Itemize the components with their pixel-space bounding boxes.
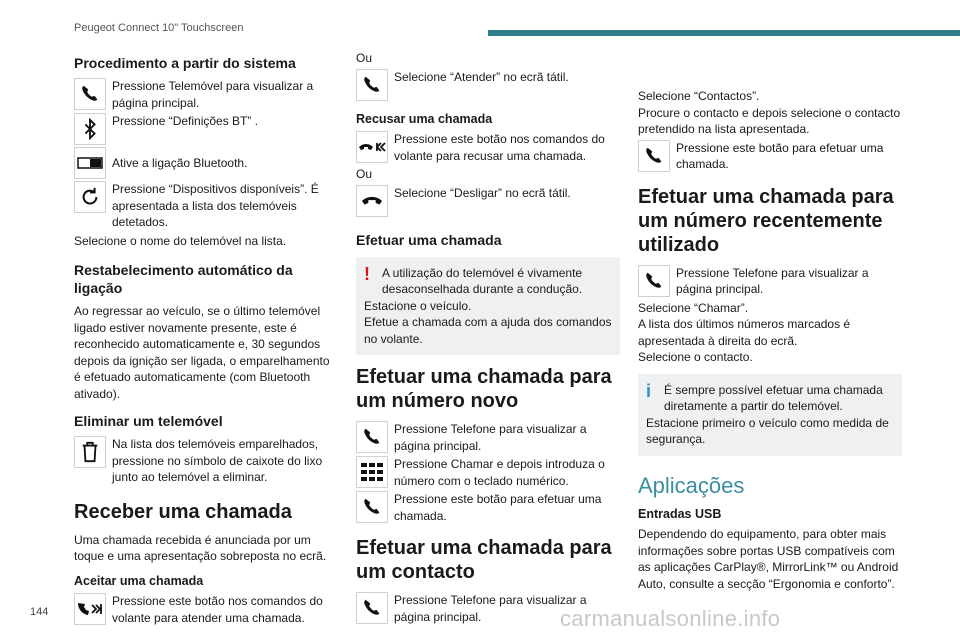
phone-icon	[638, 140, 670, 172]
step-text: Pressione Telemóvel para visualizar a página principal.	[112, 79, 314, 110]
step-refresh	[74, 181, 332, 231]
step-delete	[74, 436, 332, 486]
step-bt	[74, 113, 332, 145]
heading-contact: Efetuar uma chamada para um contacto	[356, 537, 612, 583]
step-text: Pressione este botão para efetuar uma chamada.	[394, 492, 602, 523]
phone-icon	[356, 421, 388, 453]
running-header: Peugeot Connect 10" Touchscreen	[74, 22, 244, 34]
answer-call-icon	[74, 593, 106, 625]
info-icon: i	[646, 380, 652, 401]
subheading-accept: Aceitar uma chamada	[74, 573, 204, 588]
warning-text: Estacione o veículo.	[364, 298, 472, 313]
paragraph: Selecione o nome do telemóvel na lista.	[74, 233, 287, 248]
paragraph: Procure o contacto e depois selecione o contacto pretendido na lista apresentada.	[638, 105, 901, 136]
bluetooth-icon	[74, 113, 106, 145]
heading-recent: Efetuar uma chamada para um número recentemente utilizado	[638, 185, 894, 256]
step-reject	[356, 131, 620, 164]
warning-box	[356, 257, 620, 356]
step-new3	[356, 491, 620, 524]
step-text: Pressione “Dispositivos disponíveis”. É apresentada a lista dos telemóveis detetados.	[112, 182, 319, 229]
step-text: Pressione este botão nos comandos do volante para atender uma chamada.	[112, 594, 323, 625]
step-text: Pressione Telefone para visualizar a página principal.	[676, 265, 869, 296]
step-text: Selecione “Atender” no ecrã tátil.	[394, 69, 569, 84]
step-toggle	[74, 147, 332, 179]
step-c3	[638, 140, 902, 173]
info-box	[638, 374, 902, 456]
subheading-usb: Entradas USB	[638, 506, 722, 521]
page-number: 144	[30, 606, 49, 618]
heading-make-call: Efetuar uma chamada	[356, 231, 502, 248]
step-new1	[356, 421, 620, 454]
step-text: Pressione Chamar e depois introduza o número com o teclado numérico.	[394, 457, 605, 488]
phone-icon	[356, 592, 388, 624]
warning-text: Efetue a chamada com a ajuda dos comandos no volante.	[364, 315, 612, 346]
heading-delete: Eliminar um telemóvel	[74, 413, 223, 429]
step-text: Pressione este botão nos comandos do volante para recusar uma chamada.	[394, 132, 605, 163]
step-text: Selecione “Desligar” no ecrã tátil.	[394, 185, 571, 200]
info-text: É sempre possível efetuar uma chamada diretamente a partir do telemóvel.	[664, 382, 883, 413]
or-label: Ou	[356, 51, 373, 65]
step-text: Ative a ligação Bluetooth.	[112, 156, 248, 170]
warning-icon: !	[364, 263, 370, 284]
paragraph: Dependendo do equipamento, para obter mais informações sobre portas USB compatíveis com as aplicações CarPlay®, MirrorLink™ ou Android Auto, consulte a secção “Ergonomia e conforto”.	[638, 527, 899, 591]
step-atender	[356, 69, 620, 101]
column-2	[356, 50, 620, 627]
step-text: Pressione este botão para efetuar uma chamada.	[676, 140, 884, 171]
subheading-reject: Recusar uma chamada	[356, 111, 493, 126]
heading-reset: Restabelecimento automático da ligação	[74, 262, 293, 296]
or-label: Ou	[356, 167, 373, 181]
heading-receive: Receber uma chamada	[74, 500, 292, 523]
phone-icon	[638, 265, 670, 297]
step-phone	[74, 78, 332, 111]
step-accept	[74, 593, 332, 626]
paragraph: Selecione “Contactos”.	[638, 89, 760, 103]
column-1	[74, 50, 332, 628]
step-new2	[356, 456, 620, 489]
toggle-icon	[74, 147, 106, 179]
watermark: carmanualsonline.info	[560, 606, 781, 631]
paragraph: A lista dos últimos números marcados é apresentada à direita do ecrã.	[638, 317, 851, 348]
column-3	[638, 88, 902, 598]
step-r1	[638, 265, 902, 298]
step-desligar	[356, 185, 620, 217]
keypad-icon	[356, 456, 388, 488]
paragraph: Ao regressar ao veículo, se o último telemóvel ligado estiver novamente presente, este é reconhecido automaticamente e, 30 segundos depois da ignição ser ligada, o emparelhamento é efetuado automaticamente (com Bluetooth ativado).	[74, 304, 330, 401]
hang-up-icon	[356, 185, 388, 217]
phone-icon	[74, 78, 106, 110]
paragraph: Selecione o contacto.	[638, 350, 753, 364]
step-text: Pressione Telefone para visualizar a página principal.	[394, 422, 587, 453]
header-accent-bar	[488, 30, 960, 36]
phone-icon	[356, 491, 388, 523]
step-text: Pressione Telefone para visualizar a página principal.	[394, 593, 587, 624]
trash-icon	[74, 436, 106, 468]
heading-procedure: Procedimento a partir do sistema	[74, 55, 296, 71]
warning-text: A utilização do telemóvel é vivamente desaconselhada durante a condução.	[382, 265, 583, 296]
step-text: Pressione “Definições BT” .	[112, 114, 259, 128]
phone-icon	[356, 69, 388, 101]
paragraph: Selecione “Chamar”.	[638, 300, 749, 315]
reject-call-icon	[356, 131, 388, 163]
step-text: Na lista dos telemóveis emparelhados, pressione no símbolo de caixote do lixo junto ao telemóvel a eliminar.	[112, 437, 323, 484]
refresh-icon	[74, 181, 106, 213]
info-text: Estacione primeiro o veículo como medida de segurança.	[646, 415, 889, 446]
paragraph: Uma chamada recebida é anunciada por um toque e uma apresentação sobreposta no ecrã.	[74, 532, 327, 563]
heading-new-number: Efetuar uma chamada para um número novo	[356, 366, 612, 412]
heading-apps: Aplicações	[638, 472, 745, 498]
